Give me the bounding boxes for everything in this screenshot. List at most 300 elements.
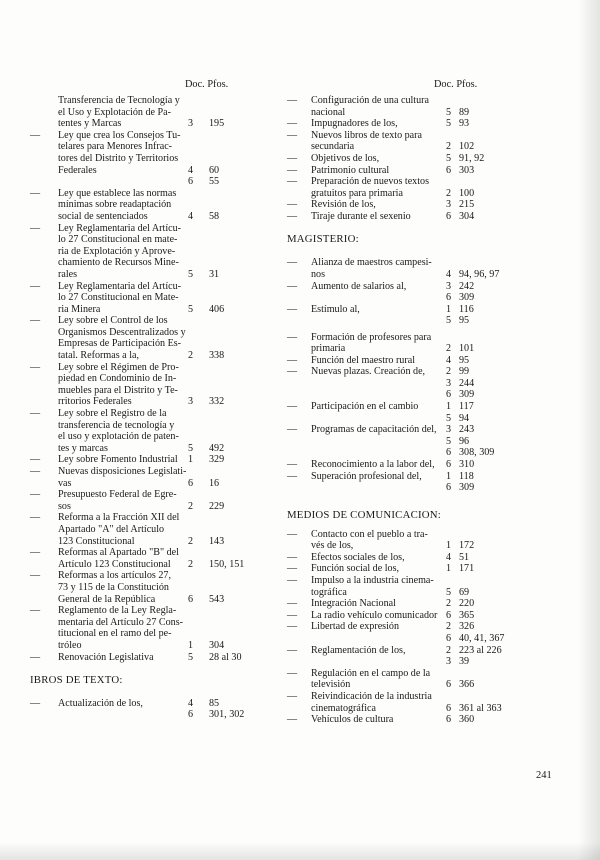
entry-line (30, 558, 245, 571)
entry-dash: — (30, 222, 41, 234)
page-refs: 308, 309 (459, 447, 495, 459)
entry-line (287, 141, 475, 153)
page-refs: 95 (459, 315, 470, 327)
doc-number: 6 (446, 292, 452, 304)
entry-text: cinematográfica (311, 702, 377, 714)
doc-number: 6 (446, 447, 452, 459)
index-entry (30, 280, 225, 316)
entry-line (30, 292, 179, 304)
doc-number: 1 (188, 639, 194, 651)
index-entry (287, 528, 475, 552)
page-refs: 117 (459, 401, 474, 413)
entry-line (287, 447, 495, 459)
entry-line (287, 280, 475, 293)
entry-dash: — (287, 129, 298, 141)
entry-text: Reivindicación de la industria (311, 690, 432, 702)
entry-text: Empresas de Participación Es- (58, 338, 182, 350)
page-refs: 16 (209, 477, 220, 489)
index-entry (287, 280, 475, 304)
entry-text: Patrimonio cultural (311, 164, 390, 176)
page-refs: 28 al 30 (209, 651, 242, 663)
entry-text: Ley sobre Fomento Industrial (58, 454, 178, 466)
entry-line (30, 118, 225, 130)
index-entry (30, 605, 225, 651)
page-refs: 95 (459, 354, 470, 366)
entry-text: Configuración de una cultura (311, 95, 430, 106)
entry-line (30, 489, 177, 501)
doc-number: 3 (446, 424, 452, 436)
index-entry (287, 331, 475, 355)
index-entry (287, 574, 470, 598)
entry-line (287, 621, 475, 633)
page-refs: 303 (459, 164, 475, 176)
entry-line (287, 303, 474, 316)
entry-dash: — (287, 574, 298, 586)
entry-line (287, 702, 502, 715)
entry-line (30, 605, 177, 617)
page-refs: 85 (209, 697, 220, 709)
page-refs: 326 (459, 621, 475, 633)
page-refs: 171 (459, 563, 475, 575)
entry-line (30, 709, 245, 721)
entry-dash: — (287, 280, 298, 292)
doc-number: 3 (188, 118, 194, 130)
entry-line (287, 632, 505, 645)
entry-text: Ley sobre el Control de los (58, 315, 168, 327)
entry-line (30, 373, 177, 385)
entry-text: secundaria (311, 141, 355, 153)
doc-number: 5 (188, 651, 194, 663)
entry-line (30, 523, 165, 536)
entry-text: Reformas al Apartado "B" del (58, 547, 179, 559)
entry-text: sos (58, 500, 71, 512)
entry-line (30, 570, 171, 582)
entry-dash: — (30, 280, 41, 292)
entry-text: La radio vehículo comunicador (311, 609, 438, 621)
index-entry (287, 424, 495, 459)
index-entry (30, 697, 245, 721)
doc-number: 5 (446, 412, 452, 424)
index-entry (287, 690, 502, 714)
entry-text: tentes y Marcas (58, 118, 122, 130)
doc-number: 2 (446, 366, 452, 378)
entry-dash: — (30, 454, 41, 466)
entry-line (30, 639, 225, 652)
entry-text: Tiraje durante el sexenio (311, 210, 411, 222)
doc-number: 1 (446, 401, 452, 413)
entry-line (287, 292, 475, 304)
entry-line (30, 628, 172, 640)
entry-line (30, 164, 220, 177)
doc-number: 5 (446, 106, 452, 118)
index-entry (287, 118, 470, 130)
entry-dash: — (30, 129, 41, 141)
entry-text: Reforma a la Fracción XII del (58, 512, 180, 524)
page-refs: 365 (459, 609, 475, 621)
entry-text: el Uso y Explotación de Pa- (58, 106, 171, 118)
doc-number: 4 (446, 354, 452, 366)
page-refs: 116 (459, 303, 474, 315)
entry-line (30, 187, 177, 200)
doc-number: 6 (446, 210, 452, 222)
page-refs: 309 (459, 389, 475, 401)
entry-dash: — (287, 667, 298, 679)
entry-line (30, 210, 220, 223)
scan-edge-shadow (0, 842, 600, 860)
entry-dash: — (287, 528, 298, 540)
index-entry (30, 570, 225, 605)
doc-number: 1 (446, 470, 452, 482)
entry-dash: — (287, 303, 298, 315)
entry-line (287, 187, 475, 200)
index-entry (287, 210, 475, 223)
index-entry (30, 651, 242, 664)
entry-line (30, 361, 179, 374)
entry-line (30, 466, 187, 478)
index-entry (287, 366, 475, 401)
doc-number: 6 (446, 714, 452, 726)
doc-header: Doc. (185, 79, 205, 90)
index-entry (287, 667, 475, 691)
entry-text: Transferencia de Tecnología y (58, 95, 180, 106)
doc-header: Doc. (434, 79, 454, 90)
entry-dash: — (287, 152, 298, 164)
entry-line (287, 95, 441, 107)
entry-text: Función del maestro rural (311, 354, 415, 366)
entry-line (30, 593, 225, 606)
entry-text: Nuevos libros de texto para (311, 129, 423, 141)
entry-line (287, 257, 441, 269)
page-refs: 361 al 363 (459, 702, 502, 714)
page-refs: 89 (459, 106, 470, 118)
page-refs: 338 (209, 350, 225, 362)
doc-number: 2 (188, 350, 194, 362)
page-refs: 99 (459, 366, 470, 378)
page-refs: 69 (459, 586, 470, 598)
doc-number: 2 (446, 187, 452, 199)
doc-number: 5 (188, 442, 194, 454)
entry-line (30, 141, 173, 153)
index-entry (30, 315, 225, 362)
entry-line (287, 424, 475, 436)
entry-dash: — (30, 605, 41, 617)
index-entry (287, 199, 475, 211)
page-refs: 102 (459, 141, 475, 153)
entry-line (30, 500, 225, 513)
entry-text: Reglamento de la Ley Regla- (58, 605, 177, 617)
entry-text: Vehículos de cultura (311, 714, 394, 726)
doc-number: 4 (188, 697, 194, 709)
doc-number: 5 (188, 268, 194, 280)
entry-text: Participación en el cambio (311, 401, 419, 413)
entry-line (30, 581, 169, 594)
doc-number: 5 (446, 435, 452, 447)
entry-line (30, 280, 182, 293)
entry-text: Contacto con el pueblo a tra- (311, 528, 428, 540)
entry-text: nos (311, 268, 326, 280)
entry-line (287, 366, 470, 378)
entry-text: televisión (311, 679, 351, 691)
doc-number: 6 (188, 593, 194, 605)
doc-number: 1 (446, 540, 452, 552)
entry-line (30, 222, 182, 235)
page-refs: 195 (209, 118, 225, 130)
entry-dash: — (287, 401, 298, 413)
entry-line (287, 389, 475, 401)
entry-text: chamiento de Recursos Mine- (58, 257, 179, 269)
entry-line (30, 245, 176, 258)
entry-dash: — (287, 95, 298, 106)
index-entry (287, 401, 474, 424)
doc-number: 6 (446, 482, 452, 494)
entry-line (30, 338, 182, 350)
entry-text: mínimas sobre readaptación (58, 199, 172, 211)
entry-text: titucional en el ramo del pe- (58, 628, 172, 640)
page-refs: 329 (209, 454, 225, 466)
entry-dash: — (30, 466, 41, 477)
page-refs: 101 (459, 343, 475, 355)
entry-line (287, 540, 475, 552)
entry-text: Reglamentación de los, (311, 644, 406, 656)
entry-text: Apartado "A" del Artículo (58, 523, 165, 535)
doc-number: 6 (446, 164, 452, 176)
entry-line (287, 315, 470, 327)
entry-text: nacional (311, 106, 346, 118)
entry-line (287, 470, 474, 483)
entry-text: lo 27 Constitucional en Mate- (58, 292, 179, 304)
entry-text: telares para Menores Infrac- (58, 141, 173, 153)
entry-dash: — (30, 697, 41, 709)
index-entry (287, 164, 475, 177)
entry-text: Ley Reglamentaria del Artícu- (58, 222, 182, 234)
index-entry (30, 222, 220, 281)
entry-dash: — (287, 714, 298, 726)
entry-dash: — (30, 361, 41, 373)
doc-number: 1 (446, 563, 452, 575)
entry-line (287, 176, 441, 188)
entry-line (287, 668, 441, 680)
entry-line (287, 529, 441, 541)
entry-line (287, 210, 475, 223)
entry-line (287, 586, 470, 599)
entry-text: gratuitos para primaria (311, 187, 403, 199)
index-entry (287, 152, 485, 165)
doc-number: 3 (446, 377, 452, 389)
entry-text: rritorios Federales (58, 396, 132, 408)
page-refs: 60 (209, 164, 220, 176)
page-refs: 100 (459, 187, 475, 199)
doc-number: 6 (446, 679, 452, 691)
entry-line (287, 268, 500, 281)
entry-dash: — (287, 366, 298, 378)
entry-text: tróleo (58, 639, 82, 651)
doc-number: 4 (446, 268, 452, 280)
entry-line (287, 435, 470, 448)
entry-dash: — (287, 257, 298, 269)
doc-number: 4 (188, 210, 194, 222)
entry-text: Ley que crea los Consejos Tu- (58, 129, 181, 141)
entry-text: vas (58, 477, 72, 489)
index-entry (30, 95, 225, 130)
doc-number: 2 (446, 621, 452, 633)
entry-line (287, 691, 441, 703)
entry-line (30, 431, 179, 443)
entry-line (30, 303, 225, 316)
entry-text: Impugnadores de los, (311, 118, 398, 130)
entry-line (287, 644, 502, 657)
page-refs: 215 (459, 199, 475, 211)
doc-number: 6 (188, 477, 194, 489)
entry-line (287, 563, 475, 575)
entry-line (30, 326, 186, 339)
index-entry (287, 598, 475, 610)
doc-number: 5 (446, 586, 452, 598)
doc-number: 2 (446, 141, 452, 153)
page-refs: 58 (209, 210, 220, 222)
index-entry (287, 621, 505, 644)
entry-text: tatal. Reformas a la, (58, 350, 139, 362)
entry-line (287, 130, 441, 142)
entry-dash: — (287, 598, 298, 610)
entry-line (30, 651, 242, 664)
entry-line (287, 354, 470, 367)
index-entry (287, 303, 474, 327)
entry-text: Preparación de nuevos textos (311, 176, 430, 188)
entry-text: primaria (311, 343, 346, 355)
entry-line (30, 129, 181, 142)
entry-text: Ley Reglamentaria del Artícu- (58, 280, 182, 292)
doc-number: 3 (188, 396, 194, 408)
page-refs: 360 (459, 714, 475, 726)
page-refs: 406 (209, 303, 225, 315)
entry-text: rales (58, 268, 78, 280)
section-heading: IBROS DE TEXTO: (30, 673, 123, 686)
entry-dash: — (287, 424, 298, 436)
entry-text: Formación de profesores para (311, 331, 432, 343)
entry-text: Libertad de expresión (311, 621, 400, 633)
page-refs: 301, 302 (209, 709, 245, 721)
entry-line (287, 412, 470, 425)
entry-text: 73 y 115 de la Constitución (58, 581, 169, 593)
entry-line (30, 616, 184, 629)
index-entry (287, 257, 500, 280)
entry-text: Integración Nacional (311, 598, 396, 610)
doc-number: 3 (446, 280, 452, 292)
entry-text: Superación profesional del, (311, 470, 422, 482)
page-refs: 543 (209, 593, 225, 605)
page-refs: 150, 151 (209, 558, 245, 570)
page-refs: 304 (459, 210, 475, 222)
page-refs: 39 (459, 656, 470, 668)
page-refs: 332 (209, 396, 225, 408)
entry-line (30, 697, 220, 710)
page-refs: 309 (459, 482, 475, 494)
entry-line (287, 199, 475, 211)
entry-line (30, 152, 179, 165)
entry-text: Ley sobre el Registro de la (58, 408, 167, 420)
page-refs: 310 (459, 459, 475, 471)
entry-text: Ley sobre el Régimen de Pro- (58, 361, 179, 373)
right-column-entries (287, 95, 505, 726)
entry-dash: — (287, 199, 298, 211)
entry-text: ria de Explotación y Aprove- (58, 245, 176, 257)
index-entry (287, 176, 475, 199)
entry-text: lo 27 Constitucional en mate- (58, 234, 178, 246)
page-refs: 94, 96, 97 (459, 268, 500, 280)
page-refs: 51 (459, 551, 470, 563)
page-refs: 366 (459, 679, 475, 691)
entry-dash: — (287, 551, 298, 563)
index-entry (30, 187, 220, 223)
page-refs: 94 (459, 412, 470, 424)
doc-number: 2 (188, 535, 194, 547)
entry-text: Función social de los, (311, 563, 400, 575)
entry-text: tores del Distrito y Territorios (58, 152, 179, 164)
entry-text: Actualización de los, (58, 697, 143, 709)
entry-text: vés de los, (311, 540, 354, 552)
index-entry (287, 551, 470, 564)
column-header (185, 79, 228, 91)
doc-number: 6 (446, 389, 452, 401)
index-entry (30, 512, 225, 547)
entry-dash: — (287, 621, 298, 633)
entry-line (30, 350, 225, 362)
index-entry (287, 563, 475, 575)
entry-text: Reconocimiento a la labor del, (311, 459, 435, 471)
left-column-entries (30, 95, 245, 721)
doc-number: 2 (446, 644, 452, 656)
page-refs: 55 (209, 176, 220, 188)
doc-number: 2 (446, 598, 452, 610)
doc-number: 2 (446, 343, 452, 355)
doc-number: 1 (446, 303, 452, 315)
page-refs: 492 (209, 442, 225, 454)
index-entry (287, 129, 475, 153)
page-refs: 118 (459, 470, 474, 482)
entry-line (287, 164, 475, 177)
entry-line (287, 714, 475, 726)
doc-number: 1 (188, 454, 194, 466)
page-refs: 304 (209, 639, 225, 651)
entry-line (30, 547, 179, 559)
entry-line (30, 419, 175, 432)
entry-dash: — (287, 331, 298, 343)
entry-line (30, 535, 225, 548)
entry-text: Nuevas plazas. Creación de, (311, 366, 426, 378)
entry-line (287, 482, 475, 494)
entry-dash: — (287, 210, 298, 222)
entry-text: transferencia de tecnología y (58, 419, 175, 431)
entry-line (30, 315, 168, 327)
index-entry (287, 609, 475, 622)
doc-number: 5 (446, 315, 452, 327)
entry-text: tes y marcas (58, 442, 108, 454)
entry-text: tográfica (311, 586, 347, 598)
entry-text: Alianza de maestros campesi- (311, 257, 432, 269)
doc-number: 3 (446, 656, 452, 668)
entry-line (287, 656, 470, 668)
entry-line (30, 234, 178, 246)
doc-number: 6 (446, 609, 452, 621)
column-header (434, 79, 477, 91)
entry-text: Objetivos de los, (311, 152, 380, 164)
entry-text: Ley que establece las normas (58, 187, 177, 199)
doc-number: 6 (188, 176, 194, 188)
page-number: 241 (536, 770, 552, 781)
entry-dash: — (30, 187, 41, 199)
entry-dash: — (287, 164, 298, 176)
entry-line (287, 598, 475, 610)
